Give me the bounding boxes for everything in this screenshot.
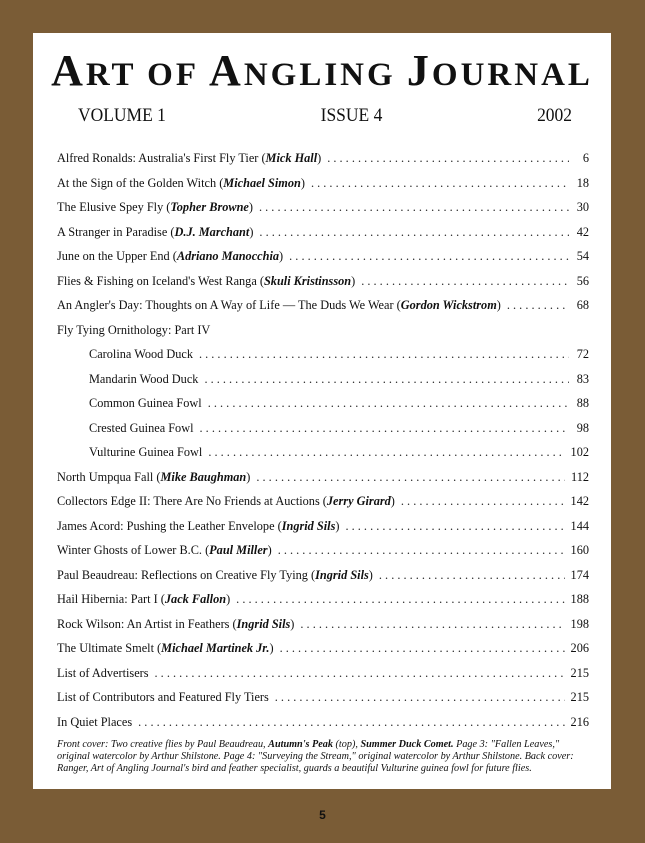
- toc-entry-author: Ingrid Sils: [281, 518, 336, 533]
- toc-entry: [57, 715, 589, 740]
- toc-entry-page: 206: [570, 641, 589, 655]
- toc-entry-title: [57, 225, 253, 240]
- toc-entry-page: 188: [570, 592, 589, 606]
- toc-entry-close: ): [267, 543, 272, 557]
- toc-entry-text: Rock Wilson: An Artist in Feathers (: [57, 616, 237, 631]
- toc-leader-dots: [345, 519, 564, 534]
- toc-entry-page: 30: [576, 200, 589, 214]
- toc-entry-text: The Ultimate Smelt (: [57, 641, 162, 655]
- toc-entry: [57, 568, 589, 593]
- toc-entry-author: Mike Baughman: [160, 469, 247, 484]
- toc-entry-close: ): [279, 249, 284, 263]
- toc-entry: [57, 617, 589, 642]
- toc-entry-page: 6: [582, 151, 589, 165]
- toc-entry-title: [57, 666, 149, 681]
- toc-leader-dots: [361, 274, 569, 289]
- toc-entry-text: Collectors Edge II: There Are No Friends at Auctions (: [57, 494, 327, 508]
- toc-entry-page: 160: [570, 543, 589, 557]
- volume-label: VOLUME 1: [78, 105, 166, 126]
- toc-entry-close: ): [351, 273, 356, 288]
- toc-leader-dots: [204, 372, 569, 387]
- toc-entry-text: Carolina Wood Duck: [89, 347, 193, 361]
- masthead-initial-j: J: [406, 46, 432, 95]
- toc-entry-author: Skuli Kristinsson: [263, 273, 352, 288]
- toc-leader-dots: [275, 690, 565, 705]
- toc-entry-text: Crested Guinea Fowl: [89, 420, 194, 435]
- toc-entry-close: ): [290, 616, 295, 631]
- toc-entry-author: Jerry Girard: [326, 494, 391, 508]
- toc-entry-author: D.J. Marchant: [174, 224, 250, 239]
- toc-entry-title: [57, 249, 283, 264]
- toc-entry-title: [89, 421, 194, 436]
- toc-entry-page: 68: [576, 298, 589, 312]
- toc-entry-author: Michael Simon: [223, 175, 301, 190]
- toc-entry: [57, 445, 589, 470]
- toc-entry-text: In Quiet Places: [57, 714, 133, 729]
- toc-entry: [57, 298, 589, 323]
- toc-leader-dots: [236, 592, 564, 607]
- toc-entry-close: ): [248, 200, 253, 214]
- toc-entry: [57, 176, 589, 201]
- toc-entry-close: ): [390, 494, 395, 508]
- masthead-initial-a: A: [51, 46, 86, 95]
- toc-entry: [57, 396, 589, 421]
- toc-entry-title: [57, 592, 230, 607]
- toc-leader-dots: [259, 225, 569, 240]
- masthead-word-angling: NGLING: [243, 57, 407, 93]
- toc-leader-dots: [300, 617, 564, 632]
- year-label: 2002: [537, 105, 573, 126]
- toc-entry: [57, 666, 589, 691]
- toc-entry-text: Mandarin Wood Duck: [89, 371, 199, 386]
- toc-entry-page: 83: [576, 371, 589, 386]
- toc-leader-dots: [138, 715, 564, 730]
- toc-entry: [57, 323, 589, 348]
- issue-label: ISSUE 4: [320, 105, 383, 126]
- toc-entry-title: [57, 494, 395, 509]
- toc-entry: [57, 543, 589, 568]
- toc-entry-text: Alfred Ronalds: Australia's First Fly Tier (: [57, 151, 266, 165]
- toc-entry-page: 144: [570, 518, 589, 533]
- toc-entry: [57, 641, 589, 666]
- toc-entry-author: Mick Hall: [265, 151, 318, 165]
- toc-leader-dots: [379, 568, 565, 583]
- toc-entry-page: 215: [570, 665, 589, 680]
- toc-entry-close: ): [249, 224, 254, 239]
- toc-entry-title: [57, 568, 373, 583]
- toc-entry: [57, 494, 589, 519]
- credits-text-2: (top),: [332, 739, 361, 750]
- toc-entry: [57, 249, 589, 274]
- toc-entry: [57, 421, 589, 446]
- toc-entry: [57, 151, 589, 176]
- table-of-contents: [57, 151, 589, 739]
- toc-entry-text: The Elusive Spey Fly (: [57, 200, 171, 214]
- toc-entry-author: Ingrid Sils: [315, 567, 369, 582]
- toc-entry: [57, 225, 589, 250]
- credits-text-1: Front cover: Two creative flies by Paul Beaudreau,: [57, 739, 269, 750]
- toc-entry-text: Flies & Fishing on Iceland's West Ranga (: [57, 273, 264, 288]
- toc-entry-close: ): [300, 175, 305, 190]
- toc-entry-page: 72: [576, 347, 589, 361]
- toc-entry: [57, 274, 589, 299]
- toc-entry-title: [57, 176, 305, 191]
- toc-leader-dots: [289, 249, 569, 264]
- toc-entry-title: [57, 715, 132, 730]
- toc-entry-text: Common Guinea Fowl: [89, 396, 202, 410]
- toc-entry-title: [57, 298, 501, 313]
- toc-entry-page: 54: [576, 249, 589, 263]
- toc-entry-page: 88: [576, 396, 589, 410]
- issue-line: [78, 105, 572, 127]
- masthead-initial-a2: A: [209, 46, 244, 95]
- toc-leader-dots: [311, 176, 569, 191]
- toc-entry-text: List of Contributors and Featured Fly Tiers: [57, 690, 269, 704]
- toc-entry: [57, 372, 589, 397]
- toc-entry-page: 18: [576, 175, 589, 190]
- toc-entry-title: [89, 372, 198, 387]
- toc-entry-title: [57, 641, 274, 656]
- credits-text-3: Page 3: "Fallen Leaves," original watercolor by Arthur Shilstone. Page 4: "Surveying the Stream," original watercolor by Arthur Shilstone. Back cover: Ranger, Art of Angling Journal's bird and feather specialist, guards a beautiful Vulturine guinea fowl for future flies.: [57, 739, 574, 774]
- toc-entry-page: 216: [570, 714, 589, 729]
- toc-entry-page: 102: [570, 445, 589, 459]
- toc-entry-text: June on the Upper End (: [57, 249, 177, 263]
- toc-entry: [57, 690, 589, 715]
- toc-entry-title: [89, 396, 202, 411]
- toc-entry-text: Paul Beaudreau: Reflections on Creative Fly Tying (: [57, 567, 316, 582]
- toc-entry-text: Winter Ghosts of Lower B.C. (: [57, 543, 210, 557]
- toc-entry-author: Adriano Manocchia: [176, 249, 280, 263]
- toc-entry-author: Jack Fallon: [164, 592, 227, 606]
- toc-leader-dots: [199, 347, 569, 362]
- toc-entry-page: 98: [576, 420, 589, 435]
- toc-leader-dots: [278, 543, 565, 558]
- toc-entry-close: ): [317, 151, 322, 165]
- toc-entry-text: An Angler's Day: Thoughts on A Way of Life — The Duds We Wear (: [57, 298, 401, 312]
- toc-entry-title: [57, 470, 250, 485]
- masthead-word-journal: OURNAL: [431, 57, 593, 93]
- toc-leader-dots: [256, 470, 565, 485]
- toc-entry-page: 198: [570, 616, 589, 631]
- toc-entry-text: Hail Hibernia: Part I (: [57, 592, 165, 606]
- toc-entry: [57, 592, 589, 617]
- toc-entry-author: Ingrid Sils: [236, 616, 291, 631]
- toc-entry: [57, 519, 589, 544]
- cover-credits: [57, 739, 593, 775]
- toc-entry-page: 56: [576, 273, 589, 288]
- toc-entry-author: Paul Miller: [209, 543, 268, 557]
- toc-entry-close: ): [246, 469, 251, 484]
- credits-fly-name-1: Autumn's Peak: [268, 739, 333, 750]
- toc-entry-author: Michael Martinek Jr.: [161, 641, 270, 655]
- toc-entry-page: 112: [571, 469, 589, 484]
- toc-entry-title: [57, 690, 269, 705]
- toc-entry-close: ): [226, 592, 231, 606]
- toc-entry-title: [89, 347, 193, 362]
- toc-entry-text: Fly Tying Ornithology: Part IV: [57, 322, 211, 337]
- toc-leader-dots: [507, 298, 569, 313]
- toc-leader-dots: [401, 494, 565, 509]
- toc-entry-page: 215: [570, 690, 589, 704]
- toc-entry-title: [57, 274, 355, 289]
- toc-entry-close: ): [269, 641, 274, 655]
- toc-entry-text: At the Sign of the Golden Witch (: [57, 175, 224, 190]
- credits-fly-name-2: Summer Duck Comet.: [360, 739, 454, 750]
- toc-leader-dots: [259, 200, 569, 215]
- toc-entry-title: [89, 445, 202, 460]
- toc-entry-page: 42: [576, 224, 589, 239]
- toc-entry-title: [57, 151, 321, 166]
- journal-masthead: [33, 45, 611, 96]
- toc-leader-dots: [280, 641, 565, 656]
- toc-entry-author: Gordon Wickstrom: [400, 298, 497, 312]
- toc-entry: [57, 347, 589, 372]
- toc-entry: [57, 200, 589, 225]
- toc-leader-dots: [327, 151, 569, 166]
- toc-entry-author: Topher Browne: [170, 200, 249, 214]
- toc-entry-title: [57, 617, 294, 632]
- toc-entry-title: [57, 543, 272, 558]
- toc-entry-text: A Stranger in Paradise (: [57, 224, 175, 239]
- toc-entry-text: James Acord: Pushing the Leather Envelope (: [57, 518, 282, 533]
- toc-entry-page: 142: [570, 494, 589, 508]
- toc-entry-title: [57, 323, 210, 338]
- toc-entry-page: 174: [570, 567, 589, 582]
- toc-entry-text: Vulturine Guinea Fowl: [89, 445, 203, 459]
- toc-leader-dots: [200, 421, 569, 436]
- masthead-word-art-of: RT OF: [85, 57, 210, 93]
- page-number: 5: [319, 808, 326, 822]
- toc-entry-title: [57, 519, 339, 534]
- toc-entry-text: North Umpqua Fall (: [57, 469, 161, 484]
- toc-leader-dots: [208, 396, 569, 411]
- journal-page: [33, 33, 611, 789]
- toc-entry-close: ): [335, 518, 340, 533]
- toc-leader-dots: [208, 445, 564, 460]
- toc-entry-close: ): [368, 567, 373, 582]
- toc-entry-title: [57, 200, 253, 215]
- toc-entry-text: List of Advertisers: [57, 665, 149, 680]
- toc-leader-dots: [155, 666, 565, 681]
- toc-entry: [57, 470, 589, 495]
- toc-entry-close: ): [496, 298, 501, 312]
